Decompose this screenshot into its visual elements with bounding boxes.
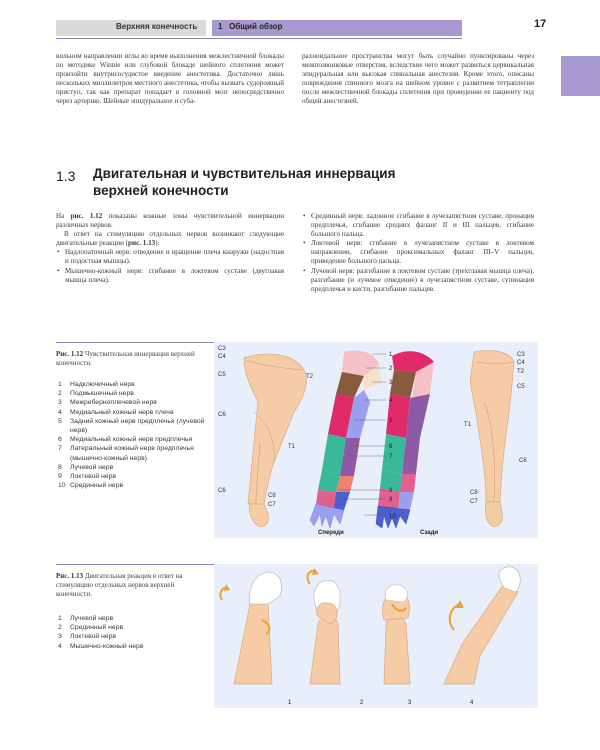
header-chapter-title: 1 Общий обзор [218, 22, 283, 31]
nerve-arm-back [376, 351, 434, 528]
list-item: • Лучевой нерв: разгибание в локтевом суставе (трехглавая мышца плеча), разгибание (и лучевое отведение) в лучезапястном суставе, супинация предплечья и кисти, разгибание пальцев. [302, 267, 534, 294]
dermatome-label: C6 [519, 458, 527, 464]
figure-caption-rule [56, 342, 214, 343]
label-back: Сзади [420, 530, 439, 536]
response-number: 4 [470, 700, 474, 706]
nerve-number: 9 [389, 497, 393, 503]
bullet-list-right [302, 212, 534, 294]
dermatome-arm-left [244, 354, 306, 527]
header-rule [56, 38, 462, 39]
list-item: • Срединный нерв: ладонное сгибание в лучезапястном суставе, пронация предплечья, сгибание средних фаланг II и III пальцев, сгибание большого пальца. [302, 212, 534, 239]
motor-response-radial [220, 572, 281, 684]
figure-13-illustration [214, 564, 538, 708]
dermatome-label: T1 [464, 422, 472, 428]
dermatome-label: C7 [470, 499, 478, 505]
dermatome-label: C8 [268, 493, 276, 499]
figure-12-legend [58, 380, 208, 490]
dermatome-label: T2 [517, 369, 525, 375]
nerve-number: 10 [389, 514, 396, 520]
legend-item: 5 Задний кожный нерв предплечья (лучевой нерв) [58, 417, 205, 435]
intro-column-2: рахноидальное пространства могут быть случайно пунктированы через межпозвонковые отверстия, вследствие чего может развиться цервикальная эпидуральная или высокая спинальная анестезия. Кроме этого, описаны повреждения спинного мозга на шейном уровне с развитием тетраплегии после межлестничной блокады сплетения при проведении ее пациенту под общей анестезией. [302, 52, 534, 106]
nerve-number: 4 [389, 398, 393, 404]
label-front: Спереди [318, 530, 344, 536]
nerve-number: 2 [389, 366, 393, 372]
legend-item: 2 Подмышечный нерв [58, 390, 134, 398]
section-title: Двигательная и чувствительная иннервация верхней конечности [93, 166, 396, 198]
list-item: • Мышечно-кожный нерв: сгибание в локтевом суставе (двуглавая мышца плеча). [56, 267, 284, 285]
response-number: 3 [408, 700, 412, 706]
bullet-list-left [56, 248, 284, 284]
legend-item: 2 Срединный нерв [58, 624, 124, 632]
page-number: 17 [534, 18, 547, 30]
list-item: • Локтевой нерв: сгибание в лучезапястном суставе в локтевом направлении, сгибание проксимальных фаланг III–V пальцев, приведение большого пальца. [302, 239, 534, 266]
legend-item: 1 Надключичный нерв [58, 381, 135, 388]
chapter-thumb-tab [561, 56, 600, 96]
nerve-number: 1 [389, 352, 393, 358]
dermatome-label: T2 [306, 374, 314, 380]
legend-item: 4 Мышечно-кожный нерв [58, 642, 144, 650]
legend-item: 3 Межреберноплечевой нерв [58, 399, 157, 407]
body-column-2 [302, 212, 534, 294]
nerve-number: 6 [389, 444, 393, 450]
legend-item: 1 Лучевой нерв [58, 615, 114, 622]
legend-item: 4 Медиальный кожный нерв плеча [58, 408, 174, 416]
figure-13-caption: Рис. 1.13 Двигательная реакция в ответ на стимуляцию отдельных нервов верхней конечности. [56, 572, 183, 598]
figure-13-panel [214, 564, 538, 708]
dermatome-label: C4 [517, 360, 525, 366]
motor-response-musculocutaneous [444, 567, 520, 684]
body-paragraph-2: В ответ на стимуляцию отдельных нервов возникают следующие двигательные реакции (рис. 1.13): [56, 230, 284, 248]
dermatome-label: C7 [268, 502, 276, 508]
figure-12-caption: Рис. 1.12 Чувствительная иннервация верхней конечности. [56, 350, 195, 367]
dermatome-label: T1 [288, 444, 296, 450]
header-section-title: Верхняя конечность [116, 22, 198, 31]
dermatome-label: C5 [218, 372, 226, 378]
body-column-1 [56, 212, 284, 285]
legend-item: 7 Латеральный кожный нерв предплечья (мышечно-кожный нерв) [58, 445, 194, 462]
dermatome-label: C6 [218, 412, 226, 418]
response-number: 1 [288, 700, 292, 706]
legend-item: 8 Лучевой нерв [58, 463, 114, 471]
intro-column-1: вильном направлении иглы во время выполнения межлестничной блокады по методике Winnie или глубокой блокаде шейного сплетения может произойти внутрисосудистое введение анестетика. Достаточно лишь нескольких миллилитров местного анестетика, чтобы вызвать судорожный приступ, так как препарат попадает в головной мозг непосредственно через артерию. Шейные эпидуральное и суба- [56, 52, 284, 106]
nerve-number: 8 [389, 488, 393, 494]
figure-13-legend [58, 614, 208, 651]
figure-reference: рис. 1.13 [128, 239, 156, 248]
body-paragraph-1: На рис. 1.12 показаны кожные зоны чувствительной иннервации различных нервов. [56, 212, 284, 230]
legend-item: 6 Медиальный кожный нерв предплечья [58, 436, 193, 444]
response-number: 2 [360, 700, 364, 706]
legend-item: 9 Локтевой нерв [58, 473, 117, 481]
list-item: • Надлопаточный нерв: отведение и вращение плеча кнаружи (надостная и подостная мышцы). [56, 248, 284, 266]
nerve-number: 5 [389, 418, 393, 424]
figure-12-illustration [214, 342, 538, 538]
dermatome-label: C5 [517, 384, 525, 390]
dermatome-label: C3 [517, 352, 525, 358]
figure-12-panel [214, 342, 538, 538]
dermatome-label: C8 [470, 490, 478, 496]
figure-reference: рис. 1.12 [70, 212, 103, 220]
nerve-number: 3 [389, 380, 393, 386]
section-number: 1.3 [56, 168, 76, 184]
dermatome-label: C3 [218, 346, 226, 352]
motor-response-ulnar [383, 585, 411, 684]
dermatome-label: C4 [218, 354, 226, 360]
motor-response-median [308, 568, 341, 684]
legend-item: 3 Локтевой нерв [58, 633, 117, 641]
legend-item: 10 Срединный нерв [58, 482, 124, 490]
dermatome-label: C6 [218, 488, 226, 494]
nerve-arm-front [310, 351, 382, 529]
nerve-number: 7 [389, 454, 393, 460]
figure-caption-rule [56, 564, 214, 565]
